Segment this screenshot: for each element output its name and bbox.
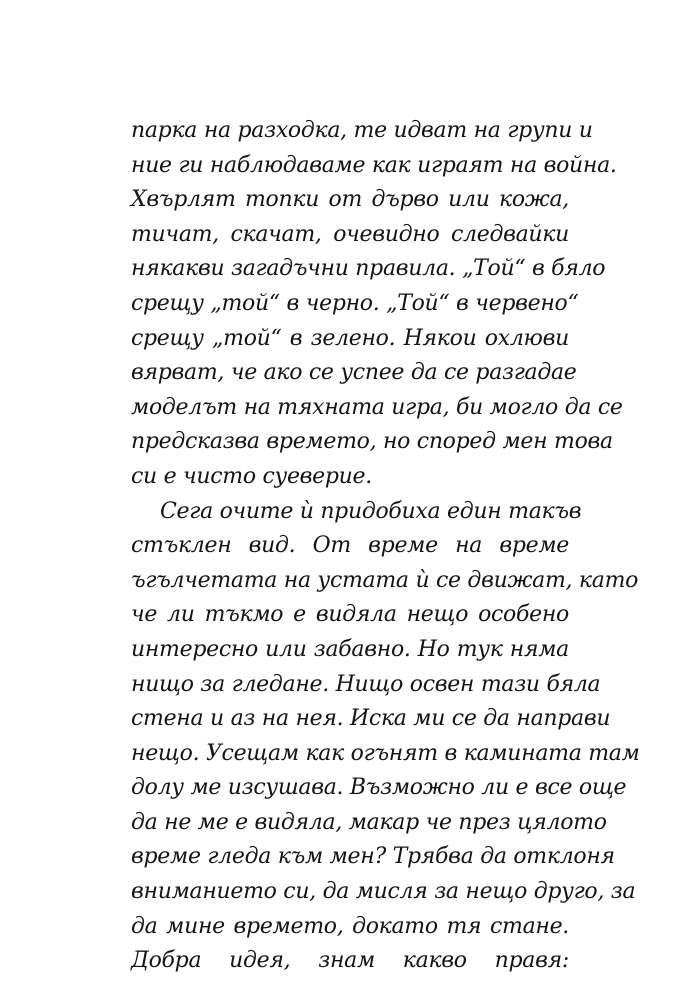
text-line: Хвърлят топки от дърво или кожа, <box>131 187 569 213</box>
text-line: интересно или забавно. Но тук няма <box>131 636 569 662</box>
text-line: да не ме е видяла, макар че през цялото <box>131 809 607 835</box>
text-line: вярват, че ако се успее да се разгадае <box>131 360 577 386</box>
text-line: стена и аз на нея. Иска ми се да направи <box>131 706 611 732</box>
paragraph-2 <box>131 495 640 979</box>
body-text <box>131 114 640 979</box>
text-line: да мине времето, докато тя стане. <box>131 913 569 939</box>
text-line: вниманието си, да мисля за нещо друго, за <box>131 879 636 905</box>
paragraph-1 <box>131 114 623 495</box>
text-line: срещу „той“ в зелено. Някои охлюви <box>131 325 569 351</box>
text-line: ние ги наблюдаваме как играят на война. <box>131 152 617 178</box>
text-line: предсказва времето, но според мен това <box>131 429 613 455</box>
text-line: долу ме изсушава. Възможно ли е все още <box>131 775 627 801</box>
text-line: някакви загадъчни правила. „Той“ в бяло <box>131 256 606 282</box>
text-line: Добра идея, знам какво правя: <box>131 948 569 974</box>
text-line: Сега очите ѝ придобиха един такъв <box>160 498 582 524</box>
text-line: срещу „той“ в черно. „Той“ в червено“ <box>131 290 579 316</box>
text-line: тичат, скачат, очевидно следвайки <box>131 221 569 247</box>
text-line: парка на разходка, те идват на групи и <box>131 118 593 143</box>
text-line: време гледа към мен? Трябва да отклоня <box>131 844 615 870</box>
text-line: нещо. Усещам как огънят в камината там <box>131 740 640 766</box>
text-line: нищо за гледане. Нищо освен тази бяла <box>131 671 601 697</box>
text-line: стъклен вид. От време на време <box>131 533 569 559</box>
text-line: ъгълчетата на устата ѝ се движат, като <box>131 567 639 593</box>
text-line: си е чисто суеверие. <box>131 463 372 489</box>
text-line: моделът на тяхната игра, би могло да се <box>131 394 623 420</box>
text-line: че ли тъкмо е видяла нещо особено <box>131 602 569 628</box>
